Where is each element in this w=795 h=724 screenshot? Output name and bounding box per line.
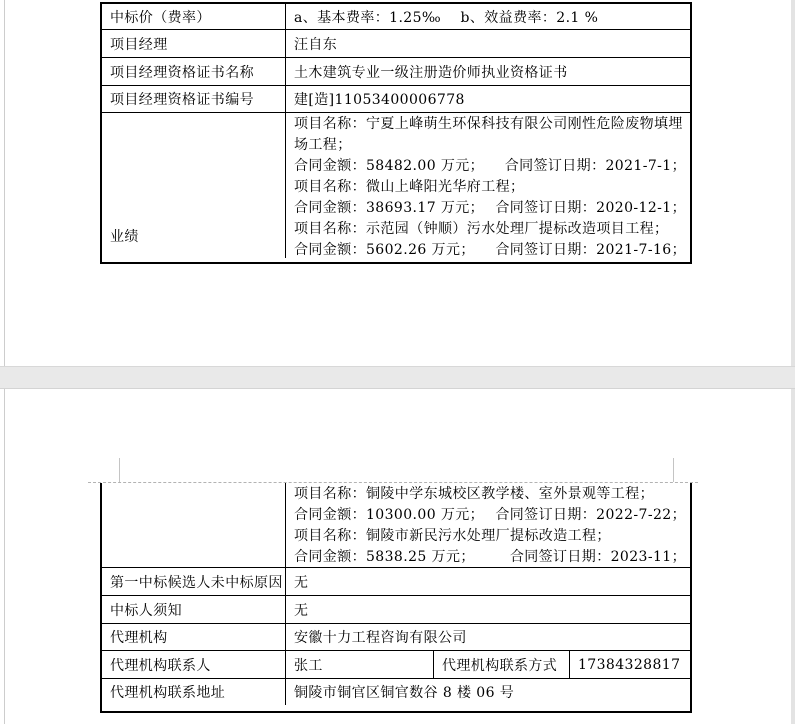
bid-info-table-page2 — [100, 483, 692, 713]
performance-project: 项目名称：宁夏上峰萌生环保科技有限公司刚性危险废物填埋场工程； — [294, 116, 683, 153]
performance-project: 项目名称：示范园（钟顺）污水处理厂提标改造项目工程； — [294, 221, 669, 237]
performance-list — [286, 113, 690, 258]
row-label: 项目经理资格证书编号 — [102, 86, 286, 112]
performance-project: 项目名称：铜陵市新民污水处理厂提标改造工程； — [294, 528, 611, 544]
row-label: 中标人须知 — [102, 596, 286, 623]
text-margin-tick-left — [119, 458, 120, 482]
bid-info-table-page1 — [100, 2, 692, 264]
row-label: 代理机构联系人 — [102, 651, 286, 678]
row-label: 代理机构联系方式 — [434, 651, 570, 678]
row-label: 中标价（费率） — [102, 4, 286, 29]
performance-list — [286, 483, 690, 567]
performance-amount-line — [294, 505, 686, 526]
row-label: 业绩 — [102, 113, 286, 258]
table-row — [102, 4, 690, 29]
table-row — [102, 595, 690, 623]
row-label: 第一中标候选人未中标原因 — [102, 568, 286, 595]
table-row — [102, 623, 690, 650]
performance-continuation-row — [102, 483, 690, 567]
agency-contact-row — [102, 650, 690, 678]
performance-amount: 合同金额：38693.17 万元； — [294, 200, 485, 216]
table-row — [102, 57, 690, 85]
table-row — [102, 567, 690, 595]
row-value: 铜陵市铜官区铜官数谷 8 楼 06 号 — [294, 685, 515, 701]
row-label: 项目经理资格证书名称 — [102, 58, 286, 85]
performance-date: 合同签订日期：2021-7-1； — [504, 158, 686, 174]
performance-amount: 合同金额：5838.25 万元； — [294, 549, 475, 565]
row-value: a、基本费率：1.25‰ b、效益费率：2.1 % — [294, 9, 599, 26]
row-label-empty — [102, 483, 286, 567]
table-row — [102, 678, 690, 705]
contact-name: 张工 — [286, 651, 434, 678]
row-label: 代理机构 — [102, 624, 286, 650]
row-value: 汪自东 — [294, 36, 338, 53]
row-value: 无 — [294, 574, 309, 591]
row-value: 土木建筑专业一级注册造价师执业资格证书 — [294, 64, 568, 81]
performance-amount-line — [294, 547, 686, 568]
performance-amount: 合同金额：5602.26 万元； — [294, 242, 475, 258]
table-row — [102, 29, 690, 57]
table-row — [102, 85, 690, 112]
performance-row — [102, 112, 690, 258]
performance-amount-line — [294, 156, 686, 177]
performance-amount-line — [294, 240, 686, 261]
performance-project: 项目名称：微山上峰阳光华府工程； — [294, 179, 525, 195]
row-value: 无 — [294, 602, 309, 619]
performance-date: 合同签订日期：2022-7-22； — [495, 507, 686, 523]
performance-amount: 合同金额：10300.00 万元； — [294, 507, 485, 523]
contact-phone: 17384328817 — [578, 656, 681, 673]
performance-date: 合同签订日期：2023-11； — [509, 549, 686, 565]
performance-date: 合同签订日期：2020-12-1； — [495, 200, 686, 216]
performance-date: 合同签订日期：2021-7-16； — [495, 242, 686, 258]
row-value: 建[造]11053400006778 — [294, 92, 465, 108]
row-value: 安徽十力工程咨询有限公司 — [294, 630, 467, 646]
performance-amount-line — [294, 198, 686, 219]
performance-amount: 合同金额：58482.00 万元； — [294, 158, 485, 174]
page-break-gap — [0, 366, 795, 389]
performance-project: 项目名称：铜陵中学东城校区教学楼、室外景观等工程； — [294, 486, 654, 502]
workspace-right-strip — [791, 0, 795, 724]
row-label: 项目经理 — [102, 30, 286, 57]
row-label: 代理机构联系地址 — [102, 679, 286, 705]
text-margin-tick-right — [673, 458, 674, 482]
